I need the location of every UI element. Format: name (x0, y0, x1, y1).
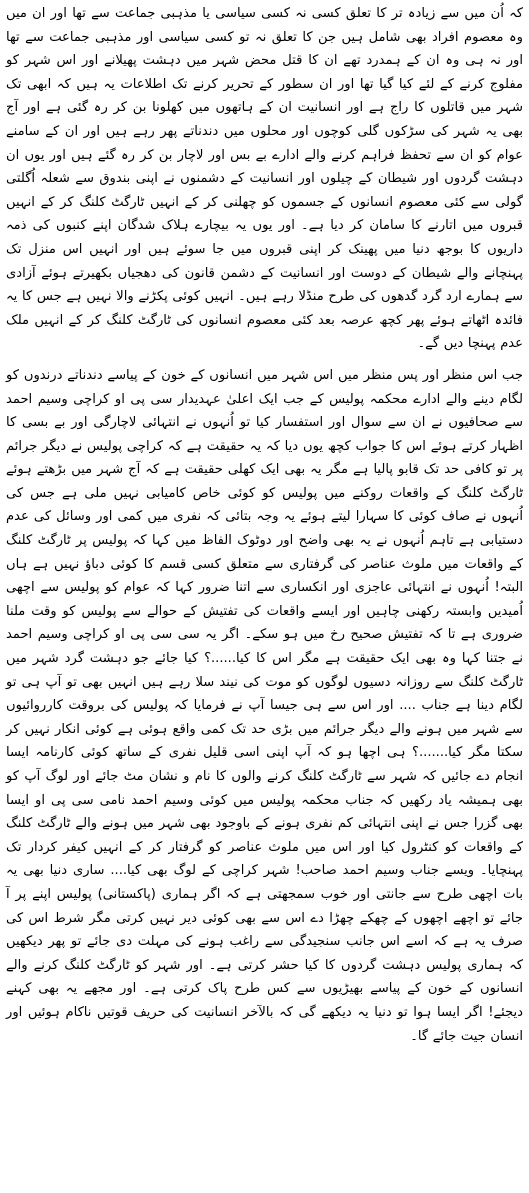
article-paragraph-2: جب اس منظر اور پس منظر میں اس شہر میں انسانوں کے خون کے پیاسے دندناتے درندوں کو لگام دینے والے ادارے محکمہ پولیس کے جب ایک اعلیٰ عہدیدار سی پی او کراچی وسیم احمد سے صحافیوں نے ان سے سوال اور استفسار کیا تو اُنہوں نے انتہائی لاچارگی اور بے بسی کا اظہار کرتے ہوئے اس کا جواب کچھ یوں دیا کہ یہ حقیقت ہے کہ کراچی پولیس نے دیگر جرائم پر تو کافی حد تک قابو پالیا ہے مگر یہ بھی ایک کھلی حقیقت ہے کہ آج شہر میں بڑھتے ہوئے ٹارگٹ کلنگ کے واقعات روکنے میں پولیس کو کوئی خاص کامیابی نہیں ملی ہے جس کی اُنہوں نے صاف کوئی کا سہارا لیتے ہوئے یہ وجہ بتائی کہ نفری میں کمی اور وسائل کی عدم دستیابی ہے تاہم اُنہوں نے یہ بھی واضح اور دوٹوک الفاظ میں کہا کہ پولیس پر ٹارگٹ کلنگ کے واقعات میں ملوث عناصر کی گرفتاری سے متعلق کسی قسم کا کوئی دباؤ نہیں ہے ہاں البتہ! اُنہوں نے انتہائی عاجزی اور انکساری سے اتنا ضرور کہا کہ عوام کو پولیس سے اچھی اُمیدیں وابستہ رکھنی چاہیں اور ایسے واقعات کی تفتیش کے حوالے سے پولیس کو وقت ملنا ضروری ہے تا کہ تفتیش صحیح رخ میں ہو سکے۔ اگر یہ سی سی پی او کراچی وسیم احمد نے جتنا کہا وہ بھی ایک حقیقت ہے مگر اس کا کیا......؟ کیا جائے جو دہشت گرد شہر میں ٹارگٹ کلنگ سے روزانہ دسیوں لوگوں کو موت کی نیند سلا رہے ہیں انہیں بھی تو آپ ہی تو لگام دینا ہے جناب .... اور اس سے ہی جیسا آپ نے فرمایا کہ پولیس کی بروقت کارروائیوں سے شہر میں ہونے والے دیگر جرائم میں بڑی حد تک کمی واقع ہوئی ہے کوئی انکار نہیں کر سکتا مگر کیا.......؟ ہی اچھا ہو کہ آپ اپنی اسی قلیل نفری کے ساتھ کوئی کارنامہ ایسا انجام دے جائیں کہ شہر سے ٹارگٹ کلنگ کرنے والوں کا نام و نشان مٹ جائے اور لوگ آپ کو بھی ہمیشہ یاد رکھیں کہ جناب محکمہ پولیس میں کوئی وسیم احمد نامی سی پی او ایسا بھی گزرا جس نے اپنی انتہائی کم نفری ہونے کے باوجود بھی شہر میں ہونے والے ٹارگٹ کلنگ کے واقعات کو کنٹرول کیا اور اس میں ملوث عناصر کو گرفتار کر کے انہیں کیفر کردار تک پہنچایا۔ ویسے جناب وسیم احمد صاحب! شہر کراچی کے لوگ بھی کیا.... ساری دنیا بھی یہ بات اچھی طرح سے جانتی اور خوب سمجھتی ہے کہ اگر ہماری (پاکستانی) پولیس اپنے پر آ جائے تو اچھے اچھوں کے چھکے چھڑا دے اس سے بھی کوئی دیر نہیں کرتی مگر شرط اس کی صرف یہ ہے کہ اسے اس جانب سنجیدگی سے راغب ہونے کی مہلت دی جائے تو پھر دیکھیں کہ ہماری پولیس دہشت گردوں کا کیا حشر کرتی ہے۔ اور شہر کو ٹارگٹ کلنگ کرنے والے انسانوں کے خون کے پیاسے بھیڑیوں سے کس طرح پاک کرتی ہے۔ اور مجھے یہ بھی کہنے دیجئے! اگر ایسا ہوا تو دنیا یہ دیکھے گی کہ بالآخر انسانیت کی حریف قوتیں ناکام ہوئیں اور انسان جیت جائے گا۔ (6, 367, 523, 1044)
article-paragraph-1: کہ اُن میں سے زیادہ تر کا تعلق کسی نہ کسی سیاسی یا مذہبی جماعت سے تھا اور ان میں وہ معصوم افراد بھی شامل ہیں جن کا تعلق نہ تو کسی سیاسی اور مذہبی جماعت سے تھا اور نہ ہی وہ ان کے ہمدرد تھے ان کا قتل محض شہر میں دہشت پھیلانے اور اس شہر کو مفلوج کرنے کے لئے کیا گیا تھا اور ان سطور کے تحریر کرنے تک اطلاعات یہ ہیں کہ ابھی تک شہر میں قاتلوں کا راج ہے اور انسانیت ان کے ہاتھوں میں کھلونا بن کر رہ گئی ہے اور آج بھی یہ شہر کی سڑکوں گلی کوچوں اور محلوں میں دندناتے پھر رہے ہیں اور ان کے سامنے عوام کو ان سے تحفظ فراہم کرنے والے ادارے بے بس اور لاچار بن کر رہ گئے ہیں اور یوں ان دہشت گردوں اور شیطان کے چیلوں اور انسانیت کے دشمنوں نے اپنی بندوق سے شعلہ اُگلتی گولی سے کئی معصوم انسانوں کے جسموں کو چھلنی کر کے انہیں ٹارگٹ کلنگ کر کے انہیں قبروں میں اتارنے کا سامان کر دیا ہے۔ اور یوں یہ بیچارے ہلاک شدگان اپنے کنبوں کی ذمہ داریوں کا بوجھ دنیا میں پھینک کر اپنی قبروں میں جا سوئے ہیں اور انہیں اس منزل تک پہنچانے والے شیطان کے دوست اور انسانیت کے دشمن قانون کی دھجیاں بکھیرتے ہوئے آزادی سے ہمارے ارد گرد گدھوں کی طرح منڈلا رہے ہیں۔ انہیں کوئی پکڑنے والا نہیں ہے جس کا یہ فائدہ اٹھاتے ہوئے پھر کچھ عرصہ بعد کئی معصوم انسانوں کی ٹارگٹ کلنگ کر کے انہیں ملک عدم پہنچا دیں گے۔ (6, 6, 523, 352)
